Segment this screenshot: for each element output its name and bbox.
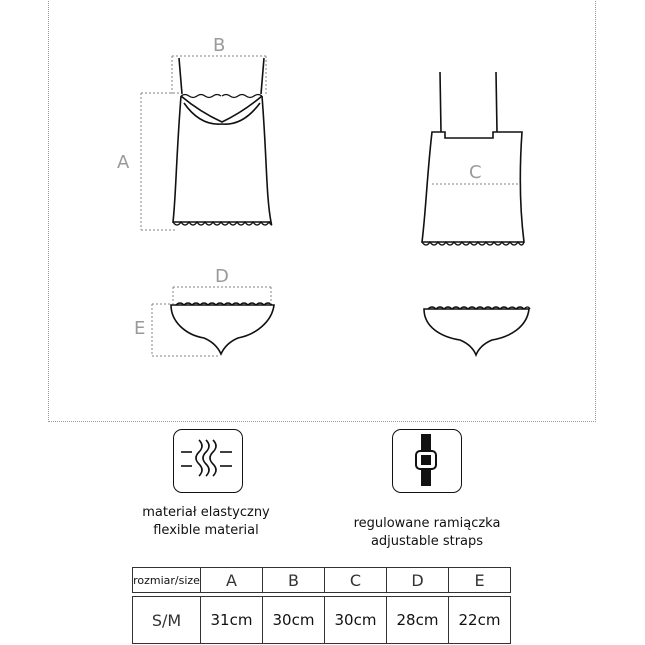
elastic-material-icon	[173, 429, 243, 493]
dimension-label-e: E	[134, 318, 146, 339]
adjustable-strap-icon	[392, 429, 462, 493]
dimension-guides	[141, 56, 520, 356]
camisole-front-drawing	[173, 58, 272, 225]
size-table-column-d: D	[387, 568, 449, 593]
size-table	[132, 567, 511, 644]
camisole-back-drawing	[422, 72, 524, 245]
size-table-value-d: 28cm	[387, 597, 449, 644]
dimension-label-c: C	[469, 162, 482, 183]
size-table-column-e: E	[449, 568, 511, 593]
feature-elastic-label-pl: materiał elastyczny	[142, 505, 270, 520]
size-table-column-c: C	[325, 568, 387, 593]
size-table-corner-label: rozmiar/size	[133, 568, 201, 593]
dimension-label-a: A	[117, 152, 130, 173]
size-table-value-b: 30cm	[263, 597, 325, 644]
dimension-label-b: B	[213, 35, 226, 56]
size-table-column-b: B	[263, 568, 325, 593]
size-table-row	[133, 597, 511, 644]
feature-straps-label-en: adjustable straps	[370, 534, 484, 549]
size-table-size-cell: S/M	[133, 597, 201, 644]
feature-straps-label-pl: regulowane ramiączka	[353, 516, 501, 531]
size-table-header-row	[133, 568, 511, 593]
size-table-column-a: A	[201, 568, 263, 593]
feature-elastic-label-en: flexible material	[153, 523, 259, 538]
dimension-label-d: D	[215, 266, 229, 287]
panty-back-drawing	[424, 307, 530, 355]
size-table-value-c: 30cm	[325, 597, 387, 644]
panty-front-drawing	[171, 303, 274, 354]
size-table-value-e: 22cm	[449, 597, 511, 644]
size-table-value-a: 31cm	[201, 597, 263, 644]
feature-elastic-material-text	[106, 504, 306, 540]
feature-adjustable-straps-text	[327, 515, 527, 551]
